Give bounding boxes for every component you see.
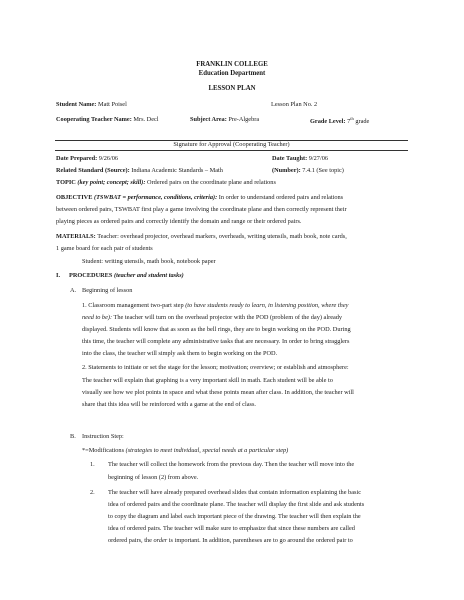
p2-line-1: 2. Statements to initiate or set the stage for the lesson; motivation; overview; or establish and atmosphere: xyxy=(82,364,349,371)
date-prepared-label: Date Prepared: xyxy=(56,155,98,162)
materials-line-1: Teacher: overhead projector, overhead markers, overheads, writing utensils, math book, note cards, xyxy=(97,233,347,240)
college-name: FRANKLIN COLLEGE xyxy=(196,61,268,68)
standard-number-row xyxy=(272,167,344,176)
grade-level-sup: th xyxy=(350,116,354,121)
procedures-sublabel: (teacher and student tasks) xyxy=(113,272,184,279)
objective-label: OBJECTIVE xyxy=(56,194,93,201)
procedures-heading xyxy=(69,272,184,281)
procedures-label: PROCEDURES xyxy=(69,272,113,279)
grade-level-value: 7 xyxy=(347,118,351,126)
subject-area-label: Subject Area: xyxy=(190,116,227,123)
related-standard-row xyxy=(56,167,223,176)
document-title: LESSON PLAN xyxy=(208,85,256,92)
cooperating-teacher-label: Cooperating Teacher Name: xyxy=(56,116,132,123)
step-2-number: 2. xyxy=(90,489,95,496)
standard-number-value: 7.4.1 (See topic) xyxy=(302,167,344,174)
date-taught-value: 9/27/06 xyxy=(308,155,328,162)
objective-line-1: In order to understand ordered pairs and relations xyxy=(218,194,344,201)
section-b-title: Instruction Step: xyxy=(82,433,124,440)
objective-line-3: playing pieces as ordered pairs and correctly identify the domain and range or their ordered pairs. xyxy=(56,218,302,225)
p1-line-2: need to be): The teacher will turn on the overhead projector with the POD (problem of the day) already xyxy=(82,314,343,321)
cooperating-teacher-row xyxy=(56,116,159,125)
subject-area-value: Pre-Algebra xyxy=(228,116,260,123)
topic-row xyxy=(56,179,276,188)
date-prepared-row xyxy=(56,155,118,164)
section-b-letter: B. xyxy=(70,433,76,440)
section-a-letter: A. xyxy=(70,287,77,294)
materials-label: MATERIALS: xyxy=(56,233,96,240)
modifications-row: *=Modifications (strategies to meet individual, special needs at a particular step) xyxy=(82,447,289,454)
date-taught-row xyxy=(272,155,328,164)
grade-level-row xyxy=(310,116,369,127)
materials-line-3: Student: writing utensils, math book, notebook paper xyxy=(82,258,216,265)
related-standard-label: Related Standard (Source): xyxy=(56,167,130,174)
grade-level-label: Grade Level: xyxy=(310,118,346,126)
p1-line-1: 1. Classroom management two-part step (to have students ready to learn, in listening position, where they xyxy=(82,302,349,309)
date-taught-label: Date Taught: xyxy=(272,155,308,162)
divider-line xyxy=(55,150,408,151)
step-2-line-4: idea of ordered pairs. The teacher will make sure to emphasize that since these numbers are called xyxy=(108,525,355,532)
step-2-line-1: The teacher will have already prepared overhead slides that contain information explaining the basic xyxy=(108,489,361,496)
p2-line-3: visually see how we plot points in space and what these points mean after class. In addition, the teacher will xyxy=(82,389,354,396)
related-standard-value: Indiana Academic Standards – Math xyxy=(131,167,223,174)
p1-line-3: displayed. Students will know that as soon as the bell rings, they are to begin working on the POD. During xyxy=(82,326,351,333)
step-1-number: 1. xyxy=(90,461,95,468)
p1-line-4: this time, the teacher will complete any administrative tasks that are necessary. In order to bring stragglers xyxy=(82,338,350,345)
department-name: Education Department xyxy=(198,70,266,77)
objective-sublabel: (TSWBAT = performance, conditions, criteria): xyxy=(93,194,218,201)
date-prepared-value: 9/26/06 xyxy=(98,155,119,162)
p2-line-2: The teacher will explain that graphing is a very important skill in math. Each student will be able to xyxy=(82,377,333,384)
cooperating-teacher-value: Mrs. Decl xyxy=(133,116,159,123)
step-2-line-3: to copy the diagram and label each important piece of the drawing. The teacher will then explain the xyxy=(108,513,361,520)
lesson-plan-number: Lesson Plan No. 2 xyxy=(271,101,318,108)
procedures-numeral: I. xyxy=(56,272,61,279)
topic-label: TOPIC xyxy=(56,179,76,186)
objective-line-2: between ordered pairs, TSWBAT first play a game involving the coordinate plane and then correctly represent their xyxy=(56,206,347,213)
standard-number-label: (Number): xyxy=(272,167,301,174)
step-2-line-2: idea of ordered pairs and the coordinate plane. The teacher will display the first slide and ask students xyxy=(108,501,365,508)
step-2-line-5: ordered pairs, the order is important. In addition, parentheses are to go around the ordered pair to xyxy=(108,537,353,544)
step-1-line-2: beginning of lesson (2) from above. xyxy=(108,474,199,481)
step-1-line-1: The teacher will collect the homework from the previous day. Then the teacher will move into the xyxy=(108,461,355,468)
p2-line-4: share that this idea will be reinforced with a game at the end of class. xyxy=(82,401,256,408)
student-name-label: Student Name: xyxy=(56,101,97,108)
topic-value: Ordered pairs on the coordinate plane and relations xyxy=(147,179,276,186)
topic-sublabel: (key point; concept; skill): xyxy=(77,179,146,186)
section-a-title: Beginning of lesson xyxy=(82,287,133,294)
signature-approval-label: Signature for Approval (Cooperating Teacher) xyxy=(173,141,290,148)
student-name-row xyxy=(56,101,127,110)
materials-line-2: 1 game board for each pair of students xyxy=(56,245,153,252)
p1-line-5: into the class, the teacher will simply ask them to begin working on the POD. xyxy=(82,350,278,357)
subject-area-row xyxy=(190,116,259,125)
student-name-value: Matt Poisel xyxy=(97,101,127,108)
grade-level-suffix: grade xyxy=(355,118,370,126)
materials-row xyxy=(56,233,347,242)
objective-row xyxy=(56,194,343,203)
